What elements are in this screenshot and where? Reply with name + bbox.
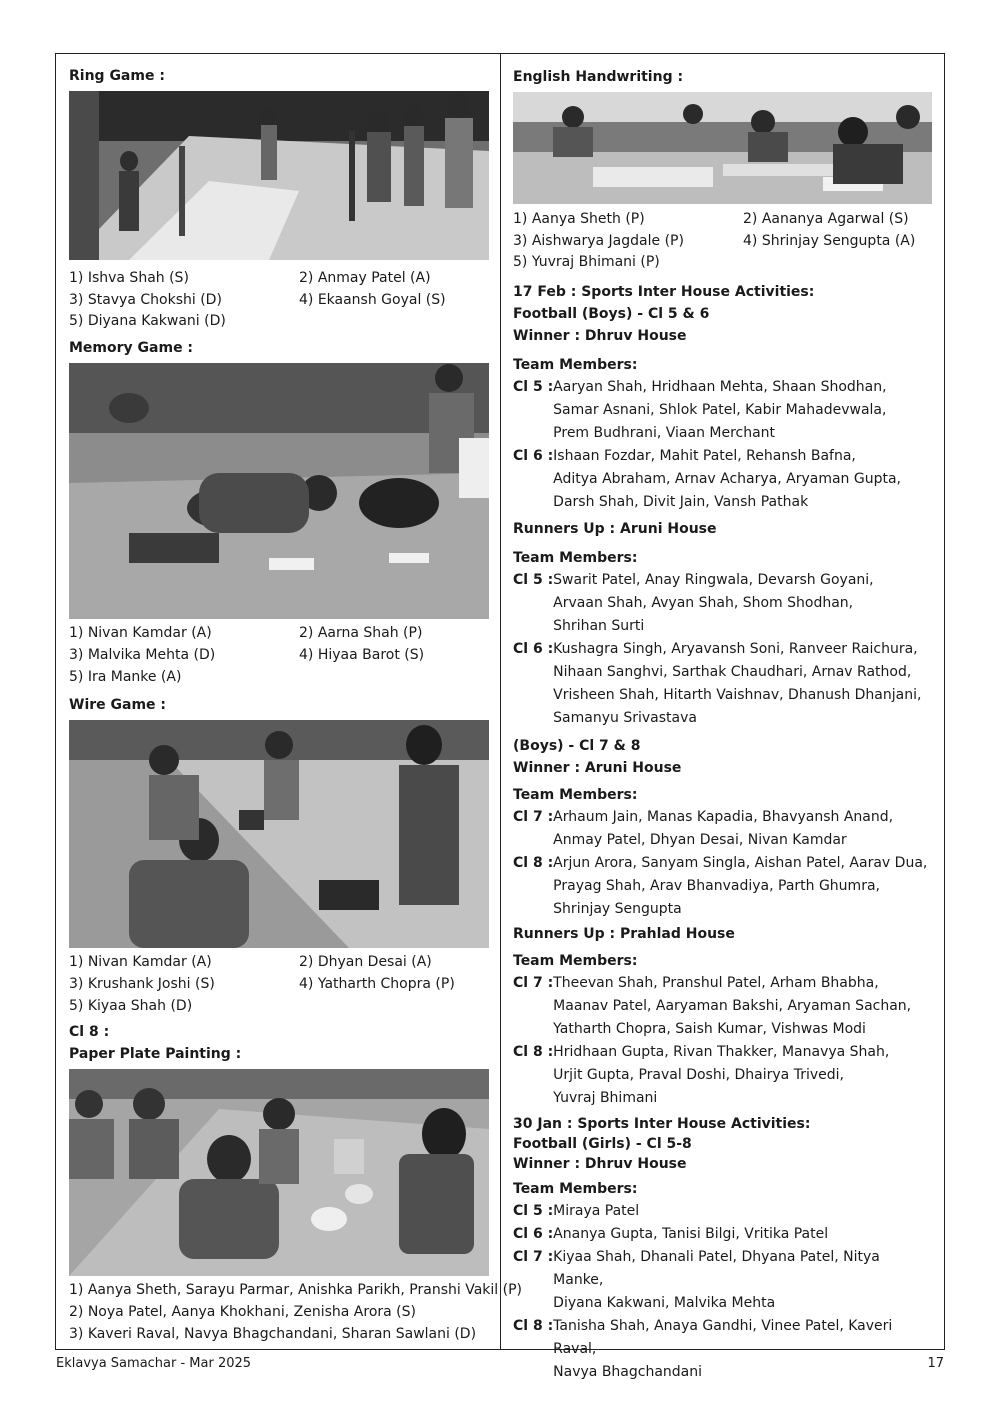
right-column <box>513 53 933 1384</box>
team-members-heading: Team Members: <box>513 1181 638 1198</box>
team-list-cl6 <box>513 1223 933 1246</box>
wire-winners-row-1 <box>69 952 490 974</box>
memory-winner-4: 4) Hiyaa Barot (S) <box>299 646 425 663</box>
boys-78-winner: Winner : Aruni House <box>513 760 682 777</box>
handwriting-winner-2: 2) Aananya Agarwal (S) <box>743 211 909 227</box>
handwriting-winner-3: 3) Aishwarya Jagdale (P) <box>513 232 684 249</box>
member-names: Ananya Gupta, Tanisi Bilgi, Vritika Patel <box>553 1226 829 1243</box>
team-list-cl5 <box>513 376 933 445</box>
runners-up-heading: Runners Up : Prahlad House <box>513 926 735 943</box>
team-list-cl5 <box>513 569 933 638</box>
paper-plate-heading: Paper Plate Painting : <box>69 1046 242 1063</box>
team-list-cl6 <box>513 445 933 514</box>
member-names: Kushagra Singh, Aryavansh Soni, Ranveer Raichura, Nihaan Sanghvi, Sarthak Chaudhari, Arnav Rathod, Vrisheen Shah, Hitarth Vaishnav, Dhanush Dhanjani, Samanyu Srivastava <box>553 641 922 727</box>
painting-line-1: 1) Aanya Sheth, Sarayu Parmar, Anishka Parikh, Pranshi Vakil (P) <box>69 1282 522 1299</box>
class-label: Cl 5 : <box>513 1203 554 1220</box>
team-members-heading: Team Members: <box>513 550 638 567</box>
wire-game-photo <box>69 720 489 948</box>
wire-winner-4: 4) Yatharth Chopra (P) <box>299 975 455 992</box>
class-label: Cl 8 : <box>513 1044 554 1061</box>
feb-event-title: Football (Boys) - Cl 5 & 6 <box>513 306 710 323</box>
member-names: Miraya Patel <box>553 1203 640 1220</box>
feb-sports-heading: 17 Feb : Sports Inter House Activities: <box>513 284 815 301</box>
handwriting-winner-1: 1) Aanya Sheth (P) <box>513 211 645 227</box>
handwriting-heading: English Handwriting : <box>513 69 684 85</box>
class-label: Cl 7 : <box>513 975 554 992</box>
class-label: Cl 5 : <box>513 572 554 589</box>
jan-sports-heading: 30 Jan : Sports Inter House Activities: <box>513 1116 811 1133</box>
ring-winner-4: 4) Ekaansh Goyal (S) <box>299 291 446 308</box>
left-column <box>69 53 522 1345</box>
memory-winners-row-1 <box>69 623 490 645</box>
class-label: Cl 5 : <box>513 379 554 396</box>
class-label: Cl 6 : <box>513 641 554 658</box>
class-label: Cl 8 : <box>513 855 554 872</box>
handwriting-winners-row-2 <box>513 231 933 253</box>
class-label: Cl 6 : <box>513 1226 554 1243</box>
ring-winner-2: 2) Anmay Patel (A) <box>299 270 431 286</box>
jan-event-title: Football (Girls) - Cl 5-8 <box>513 1136 692 1153</box>
team-members-heading: Team Members: <box>513 953 638 970</box>
member-names: Arhaum Jain, Manas Kapadia, Bhavyansh Anand, Anmay Patel, Dhyan Desai, Nivan Kamdar <box>553 809 894 849</box>
member-names: Aaryan Shah, Hridhaan Mehta, Shaan Shodhan, Samar Asnani, Shlok Patel, Kabir Mahadevwala, Prem Budhrani, Viaan Merchant <box>553 379 887 442</box>
member-names: Hridhaan Gupta, Rivan Thakker, Manavya Shah, Urjit Gupta, Praval Doshi, Dhairya Trivedi, Yuvraj Bhimani <box>553 1044 890 1107</box>
class-label: Cl 7 : <box>513 1249 554 1266</box>
member-names: Swarit Patel, Anay Ringwala, Devarsh Goyani, Arvaan Shah, Avyan Shah, Shom Shodhan, Shrihan Surti <box>553 572 874 635</box>
ring-winner-5: 5) Diyana Kakwani (D) <box>69 313 226 330</box>
wire-winners-row-2 <box>69 974 490 996</box>
cl8-heading: Cl 8 : <box>69 1024 110 1041</box>
team-list-cl7 <box>513 1246 933 1315</box>
team-list-cl5 <box>513 1200 933 1223</box>
team-members-heading: Team Members: <box>513 787 638 804</box>
painting-line-2: 2) Noya Patel, Aanya Khokhani, Zenisha Arora (S) <box>69 1304 416 1321</box>
team-list-cl7 <box>513 806 933 852</box>
runners-up-heading: Runners Up : Aruni House <box>513 521 717 538</box>
team-list-cl8 <box>513 1315 933 1384</box>
wire-winner-1: 1) Nivan Kamdar (A) <box>69 954 212 971</box>
team-list-cl8 <box>513 852 933 921</box>
ring-winner-1: 1) Ishva Shah (S) <box>69 270 189 286</box>
wire-winner-5: 5) Kiyaa Shah (D) <box>69 997 193 1014</box>
wire-game-heading: Wire Game : <box>69 697 167 714</box>
handwriting-photo <box>513 92 932 204</box>
ring-game-heading: Ring Game : <box>69 68 165 84</box>
wire-winner-3: 3) Krushank Joshi (S) <box>69 975 215 992</box>
member-names: Tanisha Shah, Anaya Gandhi, Vinee Patel, Kaveri Raval, Navya Bhagchandani <box>553 1318 893 1381</box>
memory-winner-2: 2) Aarna Shah (P) <box>299 625 423 642</box>
footer-publication: Eklavya Samachar - Mar 2025 <box>56 1356 252 1371</box>
ring-winners-row-1 <box>69 268 490 290</box>
class-label: Cl 8 : <box>513 1318 554 1335</box>
handwriting-winner-4: 4) Shrinjay Sengupta (A) <box>743 232 916 249</box>
wire-winner-2: 2) Dhyan Desai (A) <box>299 954 432 971</box>
memory-game-heading: Memory Game : <box>69 340 194 357</box>
member-names: Kiyaa Shah, Dhanali Patel, Dhyana Patel, Nitya Manke, Diyana Kakwani, Malvika Mehta <box>553 1249 880 1312</box>
page-number: 17 <box>927 1356 944 1371</box>
jan-winner: Winner : Dhruv House <box>513 1156 687 1173</box>
paper-plate-photo <box>69 1069 489 1276</box>
painting-line-3: 3) Kaveri Raval, Navya Bhagchandani, Sharan Sawlani (D) <box>69 1325 477 1342</box>
team-list-cl7 <box>513 972 933 1041</box>
feb-winner: Winner : Dhruv House <box>513 328 687 345</box>
class-label: Cl 6 : <box>513 448 554 465</box>
boys-78-heading: (Boys) - Cl 7 & 8 <box>513 738 641 755</box>
team-list-cl8 <box>513 1041 933 1110</box>
handwriting-winner-5: 5) Yuvraj Bhimani (P) <box>513 254 660 271</box>
member-names: Theevan Shah, Pranshul Patel, Arham Bhabha, Maanav Patel, Aaryaman Bakshi, Aryaman Sachan, Yatharth Chopra, Saish Kumar, Vishwas Modi <box>553 975 912 1038</box>
memory-winner-5: 5) Ira Manke (A) <box>69 668 182 685</box>
handwriting-winners-row-1 <box>513 209 933 231</box>
ring-winners-row-2 <box>69 290 490 312</box>
ring-game-photo <box>69 91 489 260</box>
team-list-cl6 <box>513 638 933 730</box>
memory-winner-1: 1) Nivan Kamdar (A) <box>69 625 212 642</box>
team-members-heading: Team Members: <box>513 357 638 374</box>
memory-winners-row-2 <box>69 645 490 667</box>
memory-winner-3: 3) Malvika Mehta (D) <box>69 646 216 663</box>
column-divider <box>500 53 501 1350</box>
ring-winner-3: 3) Stavya Chokshi (D) <box>69 291 222 308</box>
member-names: Ishaan Fozdar, Mahit Patel, Rehansh Bafna, Aditya Abraham, Arnav Acharya, Aryaman Gupta, Darsh Shah, Divit Jain, Vansh Pathak <box>553 448 902 511</box>
class-label: Cl 7 : <box>513 809 554 826</box>
memory-game-photo <box>69 363 489 619</box>
member-names: Arjun Arora, Sanyam Singla, Aishan Patel, Aarav Dua, Prayag Shah, Arav Bhanvadiya, Parth Ghumra, Shrinjay Sengupta <box>553 855 928 918</box>
